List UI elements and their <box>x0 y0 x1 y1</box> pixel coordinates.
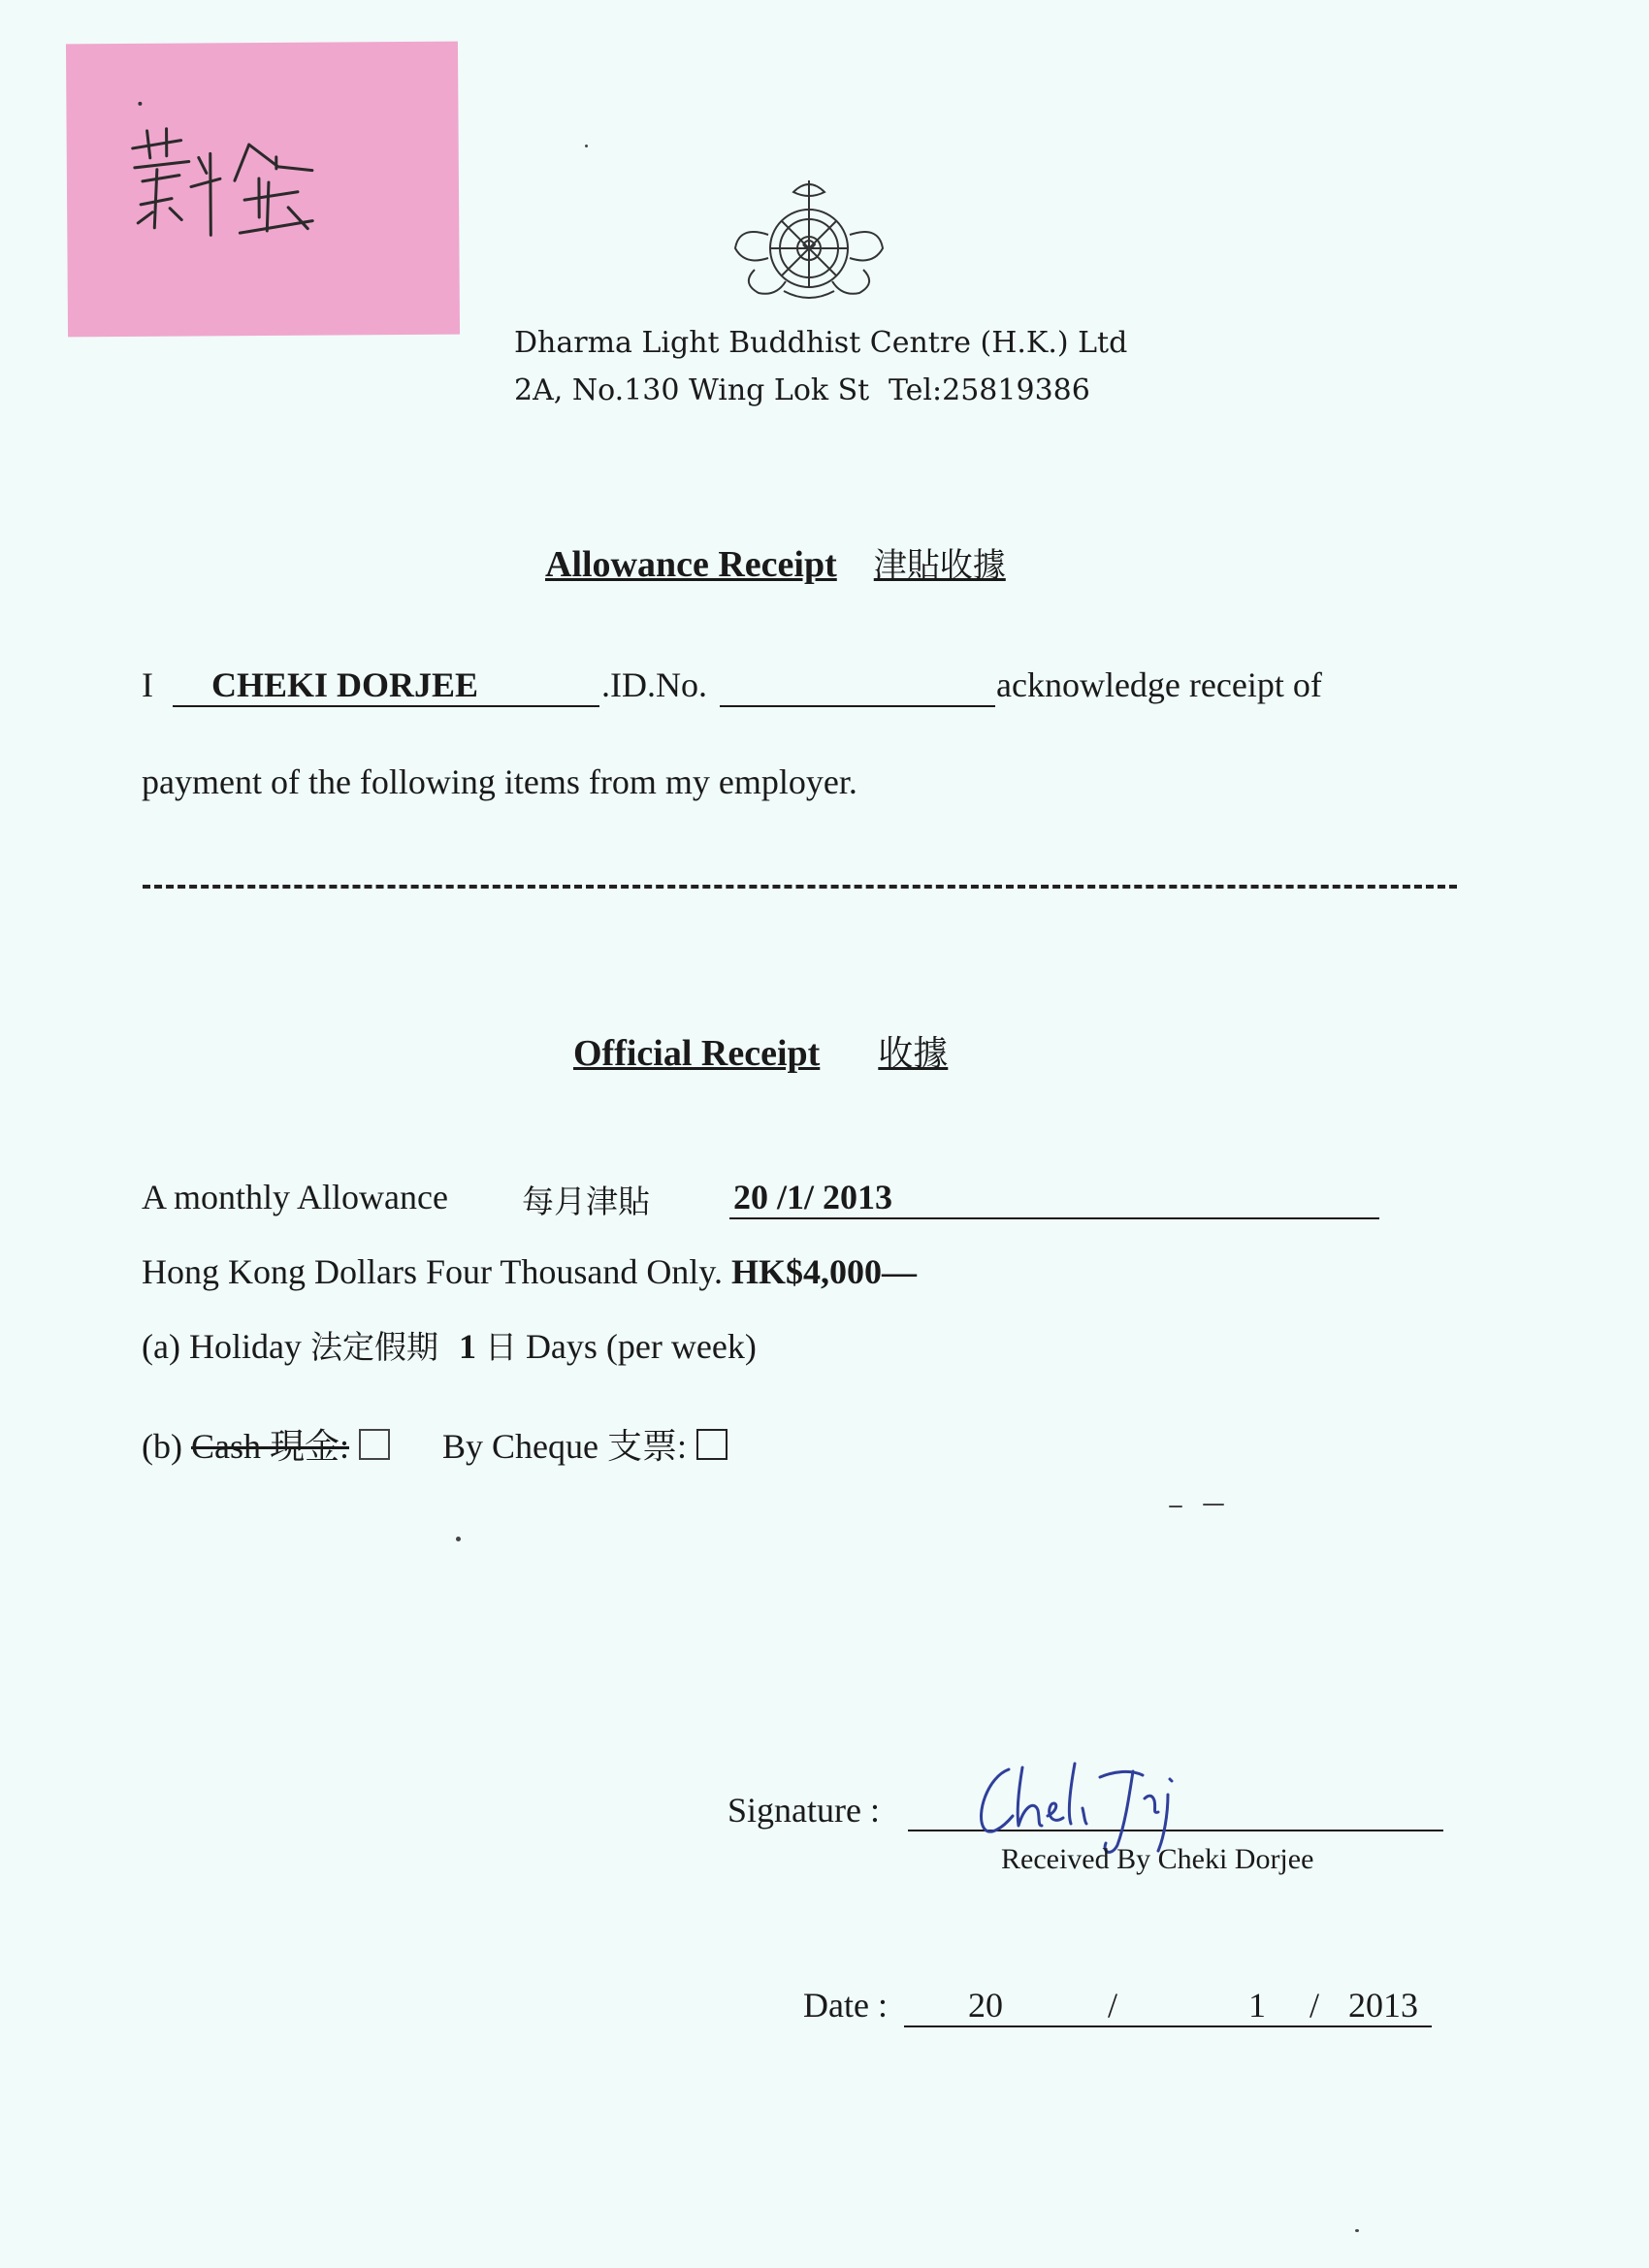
allowance-date-line <box>729 1217 1379 1219</box>
amount-figure: HK$4,000— <box>730 1252 917 1291</box>
id-number-line <box>720 705 995 707</box>
official-receipt-title-en: Official Receipt <box>573 1033 821 1074</box>
date-label: Date : <box>803 1986 888 2025</box>
holiday-cn: 法定假期 <box>309 1328 438 1366</box>
payment-text: payment of the following items from my employer. <box>142 762 857 801</box>
receipt-prefix-i: I <box>142 665 153 704</box>
allowance-receipt-title-en: Allowance Receipt <box>545 544 837 585</box>
date-day: 20 <box>968 1986 1003 2025</box>
holiday-days: 1 <box>458 1327 476 1366</box>
cash-checkbox[interactable] <box>359 1429 390 1460</box>
payment-method-prefix: (b) <box>142 1427 182 1466</box>
date-year: 2013 <box>1348 1986 1418 2025</box>
holiday-suffix: Days (per week) <box>525 1327 757 1366</box>
company-tel: Tel:25819386 <box>889 373 1090 407</box>
acknowledge-text: acknowledge receipt of <box>996 665 1322 704</box>
date-separator-2: / <box>1310 1986 1320 2025</box>
received-by: Received By Cheki Dorjee <box>1001 1843 1314 1875</box>
id-number-label: .ID.No. <box>601 665 707 704</box>
scan-speck <box>1203 1504 1224 1506</box>
sticky-note <box>66 42 460 338</box>
employee-name: CHEKI DORJEE <box>211 665 479 704</box>
dashed-separator <box>143 885 1457 889</box>
company-address: 2A, No.130 Wing Lok St <box>514 373 870 407</box>
dharma-wheel-logo-icon <box>726 177 892 305</box>
scan-speck <box>585 145 588 147</box>
allowance-receipt-title-cn: 津貼收據 <box>873 546 1006 585</box>
scan-speck <box>1355 2229 1359 2232</box>
cheque-option-label: By Cheque 支票: <box>442 1427 687 1466</box>
note-dot <box>138 102 142 106</box>
holiday-prefix: (a) Holiday <box>142 1327 302 1366</box>
monthly-allowance-label: A monthly Allowance <box>142 1178 448 1216</box>
signature-label: Signature : <box>728 1791 880 1830</box>
date-line <box>904 2025 1432 2027</box>
cheque-checkbox[interactable] <box>696 1429 728 1460</box>
cash-option-label: Cash 現金: <box>190 1427 349 1466</box>
date-separator-1: / <box>1108 1986 1118 2025</box>
official-receipt-title <box>573 1026 948 1076</box>
scan-speck <box>1169 1506 1182 1507</box>
scan-speck <box>456 1537 461 1541</box>
holiday-line <box>142 1322 757 1368</box>
official-receipt-title-cn: 收據 <box>878 1034 949 1074</box>
allowance-receipt-title <box>545 538 1006 586</box>
amount-line <box>142 1251 917 1292</box>
payment-method-line <box>142 1419 728 1469</box>
amount-in-words: Hong Kong Dollars Four Thousand Only. <box>142 1252 723 1291</box>
date-month: 1 <box>1248 1986 1266 2025</box>
allowance-date: 20 /1/ 2013 <box>733 1178 893 1216</box>
holiday-day-cn: 日 <box>484 1328 517 1366</box>
company-name: Dharma Light Buddhist Centre (H.K.) Ltd <box>514 326 1128 360</box>
monthly-allowance-cn: 每月津貼 <box>522 1183 650 1220</box>
name-line <box>173 705 599 707</box>
handwritten-characters <box>113 110 337 247</box>
